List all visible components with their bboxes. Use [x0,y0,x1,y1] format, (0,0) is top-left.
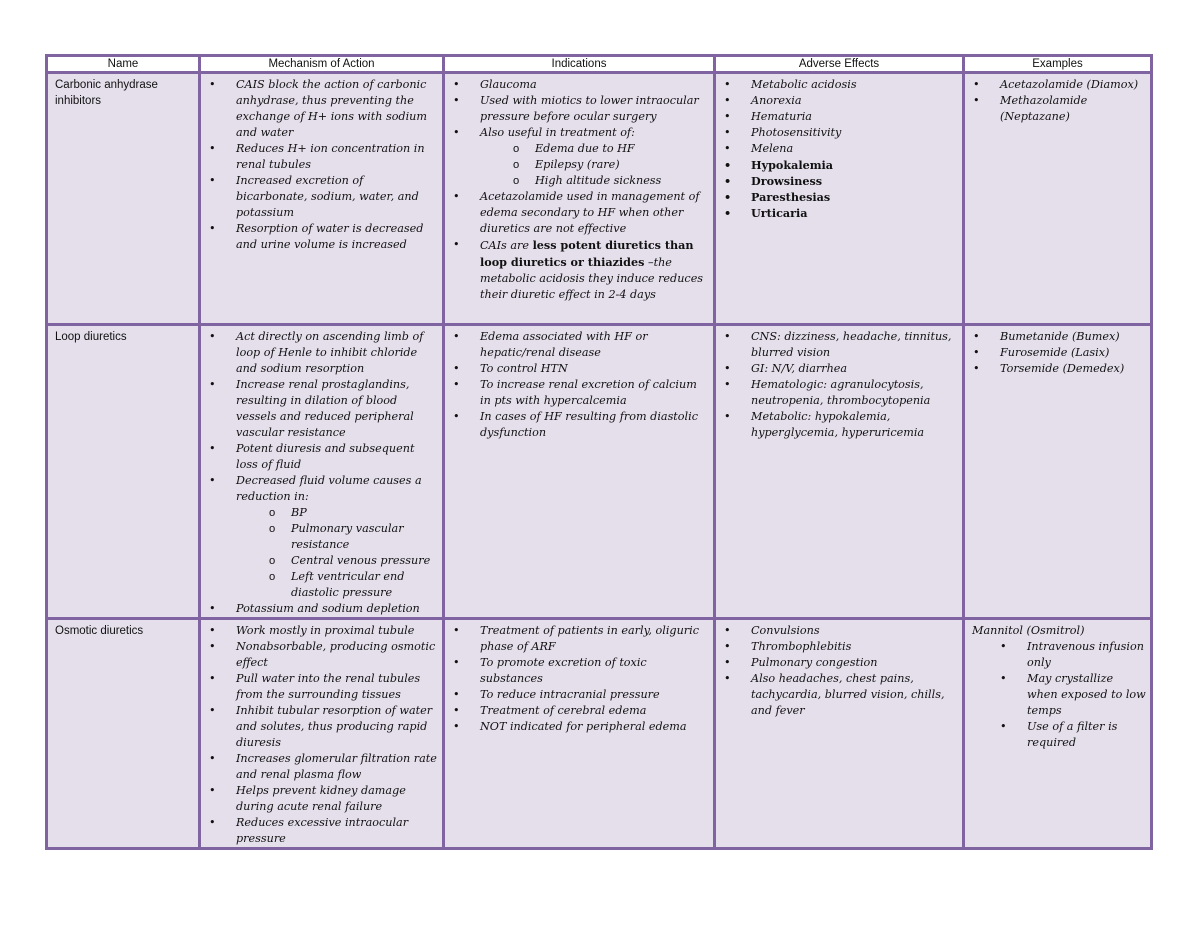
indications-cell [444,619,715,849]
list-item: • GI: N/V, diarrhea [716,361,958,377]
sub-list [236,505,438,601]
list-item [445,237,709,303]
list-item: • Melena [716,141,958,157]
list-item: • Hematologic: agranulocytosis, neutropenia, thrombocytopenia [716,377,958,409]
list-item: • Also headaches, chest pains, tachycardia, blurred vision, chills, and fever [716,671,958,719]
header-indications: Indications [444,56,715,73]
list-item: • Use of a filter is required [965,719,1146,751]
list-item: • Used with miotics to lower intraocular pressure before ocular surgery [445,93,709,125]
examples-cell [964,619,1152,849]
list-item: • Potent diuresis and subsequent loss of fluid [201,441,438,473]
list-item: • Act directly on ascending limb of loop of Henle to inhibit chloride and sodium resorption [201,329,438,377]
list-item: • Metabolic: hypokalemia, hyperglycemia, hyperuricemia [716,409,958,441]
list-item: • Treatment of cerebral edema [445,703,709,719]
list-item: • To control HTN [445,361,709,377]
list-item: • Bumetanide (Bumex) [965,329,1146,345]
header-name: Name [47,56,200,73]
list-item: • Torsemide (Demedex) [965,361,1146,377]
list-item: • Reduces H+ ion concentration in renal tubules [201,141,438,173]
list-item: • CAIS block the action of carbonic anhydrase, thus preventing the exchange of H+ ions with sodium and water [201,77,438,141]
list-item: • Intravenous infusion only [965,639,1146,671]
drug-class-name: Carbonic anhydrase inhibitors [47,73,200,325]
sub-list-item: o Central venous pressure [236,553,438,569]
indications-cell [444,73,715,325]
list-item: • Acetazolamide used in management of edema secondary to HF when other diuretics are not effective [445,189,709,237]
sub-list-item: o Edema due to HF [480,141,709,157]
list-item-suffix: –the metabolic acidosis they induce reduces their diuretic effect in 2-4 days [480,256,704,301]
list-item-text: Decreased fluid volume causes a reduction in: [236,474,422,503]
mechanism-cell [200,73,444,325]
list-item: • In cases of HF resulting from diastolic dysfunction [445,409,709,441]
list-item: • Drowsiness [716,173,958,189]
list-item: • Potassium and sodium depletion [201,601,438,617]
list-item: • Convulsions [716,623,958,639]
list-item: • Increases glomerular filtration rate and renal plasma flow [201,751,438,783]
drug-class-name: Loop diuretics [47,325,200,619]
header-mechanism: Mechanism of Action [200,56,444,73]
list-item: • CNS: dizziness, headache, tinnitus, blurred vision [716,329,958,361]
drug-class-name: Osmotic diuretics [47,619,200,849]
sub-list-item: o Left ventricular end diastolic pressure [236,569,438,601]
list-item: • Methazolamide (Neptazane) [965,93,1146,125]
sub-list-item: o BP [236,505,438,521]
list-item-prefix: CAIs are [480,239,533,252]
list-item: • Glaucoma [445,77,709,93]
diuretics-table [45,54,1153,850]
list-item: • Edema associated with HF or hepatic/renal disease [445,329,709,361]
list-item: • Photosensitivity [716,125,958,141]
list-item: • May crystallize when exposed to low temps [965,671,1146,719]
sub-list-item: o Epilepsy (rare) [480,157,709,173]
list-item: • To reduce intracranial pressure [445,687,709,703]
adverse-effects-cell [715,73,964,325]
list-item: • Furosemide (Lasix) [965,345,1146,361]
header-row [47,56,1152,73]
list-item: • Increased excretion of bicarbonate, sodium, water, and potassium [201,173,438,221]
list-item: • To promote excretion of toxic substances [445,655,709,687]
list-item: • To increase renal excretion of calcium in pts with hypercalcemia [445,377,709,409]
table-row [47,619,1152,849]
list-item: • Nonabsorbable, producing osmotic effect [201,639,438,671]
list-item: • Reduces excessive intraocular pressure [201,815,438,847]
list-item: • Hematuria [716,109,958,125]
sub-list-item: o Pulmonary vascular resistance [236,521,438,553]
list-item: • Acetazolamide (Diamox) [965,77,1146,93]
example-drug-name: Mannitol (Osmitrol) [972,624,1085,637]
header-adverse-effects: Adverse Effects [715,56,964,73]
list-item: • Treatment of patients in early, oliguric phase of ARF [445,623,709,655]
examples-cell [964,325,1152,619]
examples-cell [964,73,1152,325]
list-item: • Helps prevent kidney damage during acute renal failure [201,783,438,815]
list-item: • Paresthesias [716,189,958,205]
list-item: • Metabolic acidosis [716,77,958,93]
sub-list [480,141,709,189]
list-item: • Pulmonary congestion [716,655,958,671]
list-item [445,125,709,189]
list-item: • Inhibit tubular resorption of water and solutes, thus producing rapid diuresis [201,703,438,751]
header-examples: Examples [964,56,1152,73]
table-row [47,325,1152,619]
list-item: • NOT indicated for peripheral edema [445,719,709,735]
sub-list-item: o High altitude sickness [480,173,709,189]
list-item: • Pull water into the renal tubules from the surrounding tissues [201,671,438,703]
list-item: • Thrombophlebitis [716,639,958,655]
mechanism-cell [200,325,444,619]
list-item: • Hypokalemia [716,157,958,173]
list-item: • Resorption of water is decreased and urine volume is increased [201,221,438,253]
list-item: • Increase renal prostaglandins, resulting in dilation of blood vessels and reduced peripheral vascular resistance [201,377,438,441]
mechanism-cell [200,619,444,849]
list-item [201,473,438,601]
list-item: • Urticaria [716,205,958,221]
table-row [47,73,1152,325]
list-item: • Anorexia [716,93,958,109]
adverse-effects-cell [715,325,964,619]
adverse-effects-cell [715,619,964,849]
emphasis-text: less potent diuretics than loop diuretics or thiazides [480,238,694,269]
list-item: • Work mostly in proximal tubule [201,623,438,639]
list-item-text: Also useful in treatment of: [480,126,635,139]
indications-cell [444,325,715,619]
